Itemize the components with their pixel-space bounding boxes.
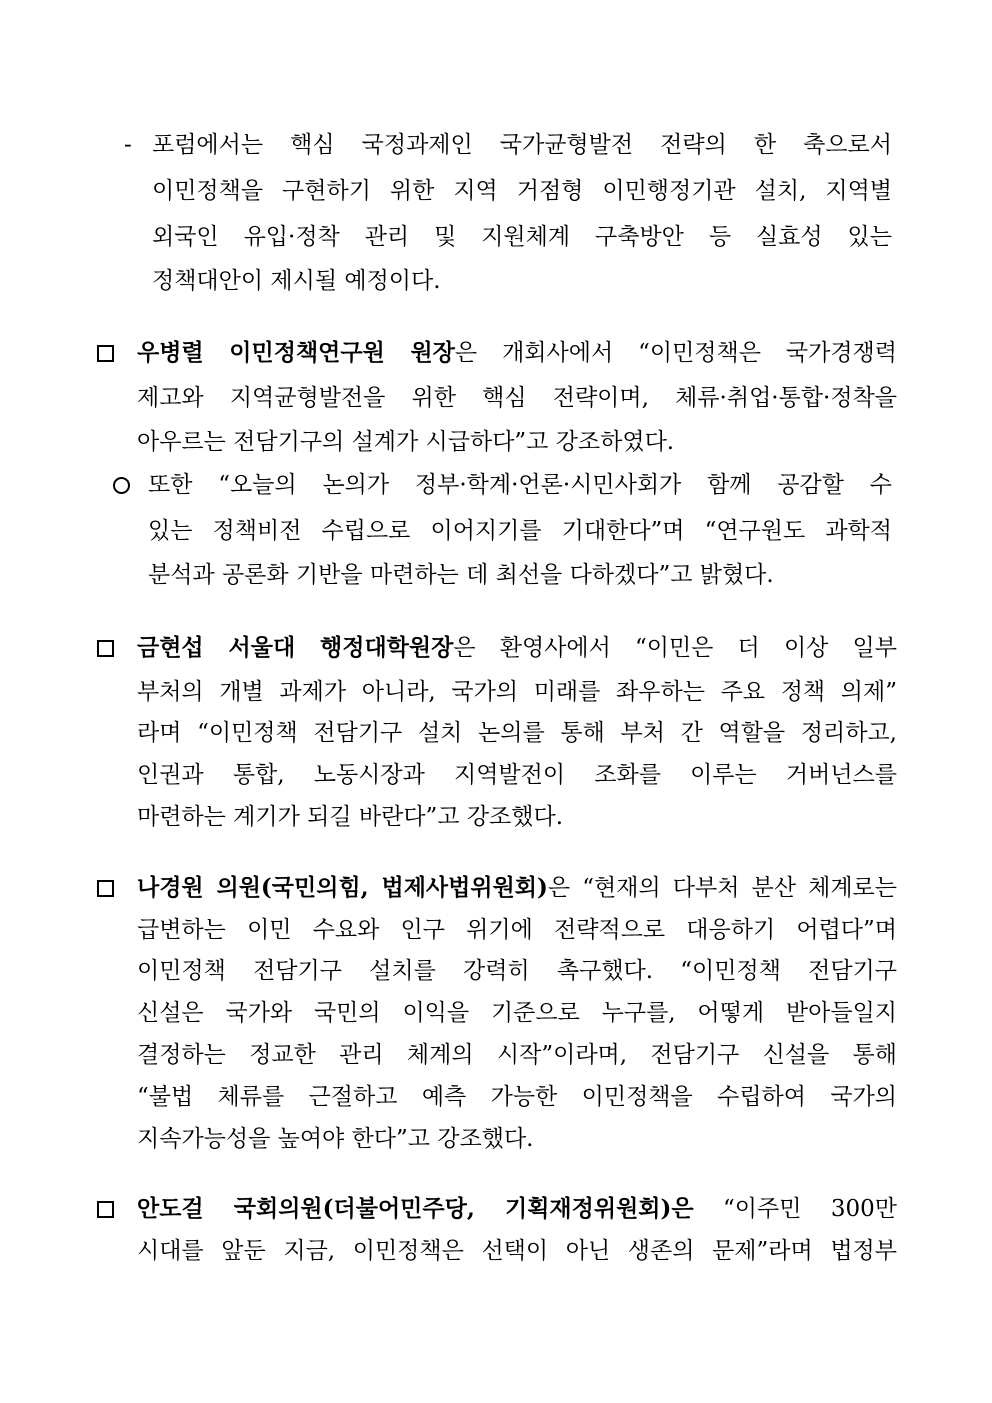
paragraph-line: 제고와 지역균형발전을 위한 핵심 전략이며, 체류·취업·통합·정착을 [137,385,897,411]
paragraph-text: 은 개회사에서 “이민정책은 국가경쟁력 [454,340,897,366]
paragraph-line: 신설은 국가와 국민의 이익을 기준으로 누구를, 어떻게 받아들일지 [137,1000,897,1026]
speaker-name: 안도걸 국회의원(더불어민주당, 기획재정위원회)은 [137,1195,694,1222]
paragraph-text: “이주민 300만 [693,1196,897,1222]
checkbox-square-icon [97,640,114,657]
paragraph-line: “불법 체류를 근절하고 예측 가능한 이민정책을 수립하여 국가의 [137,1084,897,1110]
checkbox-square-icon [97,1201,114,1218]
subitem-line: 있는 정책비전 수립으로 이어지기를 기대한다”며 “연구원도 과학적 [148,518,892,544]
paragraph-line: 급변하는 이민 수요와 인구 위기에 전략적으로 대응하기 어렵다”며 [137,917,897,943]
paragraph-line: 이민정책 전담기구 설치를 강력히 촉구했다. “이민정책 전담기구 [137,958,897,984]
paragraph-line [137,1194,897,1224]
checkbox-square-icon [97,345,114,362]
paragraph-line [137,338,897,368]
speaker-name: 우병렬 이민정책연구원 원장 [137,339,455,366]
paragraph-line: 결정하는 정교한 관리 체계의 시작”이라며, 전담기구 신설을 통해 [137,1042,897,1068]
dash-item-line: 외국인 유입·정착 관리 및 지원체계 구축방안 등 실효성 있는 [152,224,892,250]
dash-item-line: 포럼에서는 핵심 국정과제인 국가균형발전 전략의 한 축으로서 [152,132,892,158]
paragraph-line: 아우르는 전담기구의 설계가 시급하다”고 강조하였다. [137,429,675,455]
paragraph-line [137,873,897,903]
subitem-line: 분석과 공론화 기반을 마련하는 데 최선을 다하겠다”고 밝혔다. [148,562,774,588]
circle-bullet-icon [113,477,130,494]
paragraph-text: 은 “현재의 다부처 분산 체계로는 [547,875,897,901]
dash-marker: - [124,132,132,158]
dash-item-line: 이민정책을 구현하기 위한 지역 거점형 이민행정기관 설치, 지역별 [152,178,892,204]
checkbox-square-icon [97,880,114,897]
paragraph-line: 마련하는 계기가 되길 바란다”고 강조했다. [137,804,564,830]
paragraph-line: 시대를 앞둔 지금, 이민정책은 선택이 아닌 생존의 문제”라며 법정부 [137,1238,897,1264]
speaker-name: 나경원 의원(국민의힘, 법제사법위원회) [137,874,548,901]
dash-item-line: 정책대안이 제시될 예정이다. [152,268,441,294]
speaker-name: 금현섭 서울대 행정대학원장 [137,634,454,661]
paragraph-line: 인권과 통합, 노동시장과 지역발전이 조화를 이루는 거버넌스를 [137,762,897,788]
paragraph-text: 은 환영사에서 “이민은 더 이상 일부 [453,635,897,661]
paragraph-line: 지속가능성을 높여야 한다”고 강조했다. [137,1126,534,1152]
subitem-line: 또한 “오늘의 논의가 정부·학계·언론·시민사회가 함께 공감할 수 [148,472,892,498]
paragraph-line [137,633,897,663]
paragraph-line: 부처의 개별 과제가 아니라, 국가의 미래를 좌우하는 주요 정책 의제” [137,679,897,705]
paragraph-line: 라며 “이민정책 전담기구 설치 논의를 통해 부처 간 역할을 정리하고, [137,720,897,746]
